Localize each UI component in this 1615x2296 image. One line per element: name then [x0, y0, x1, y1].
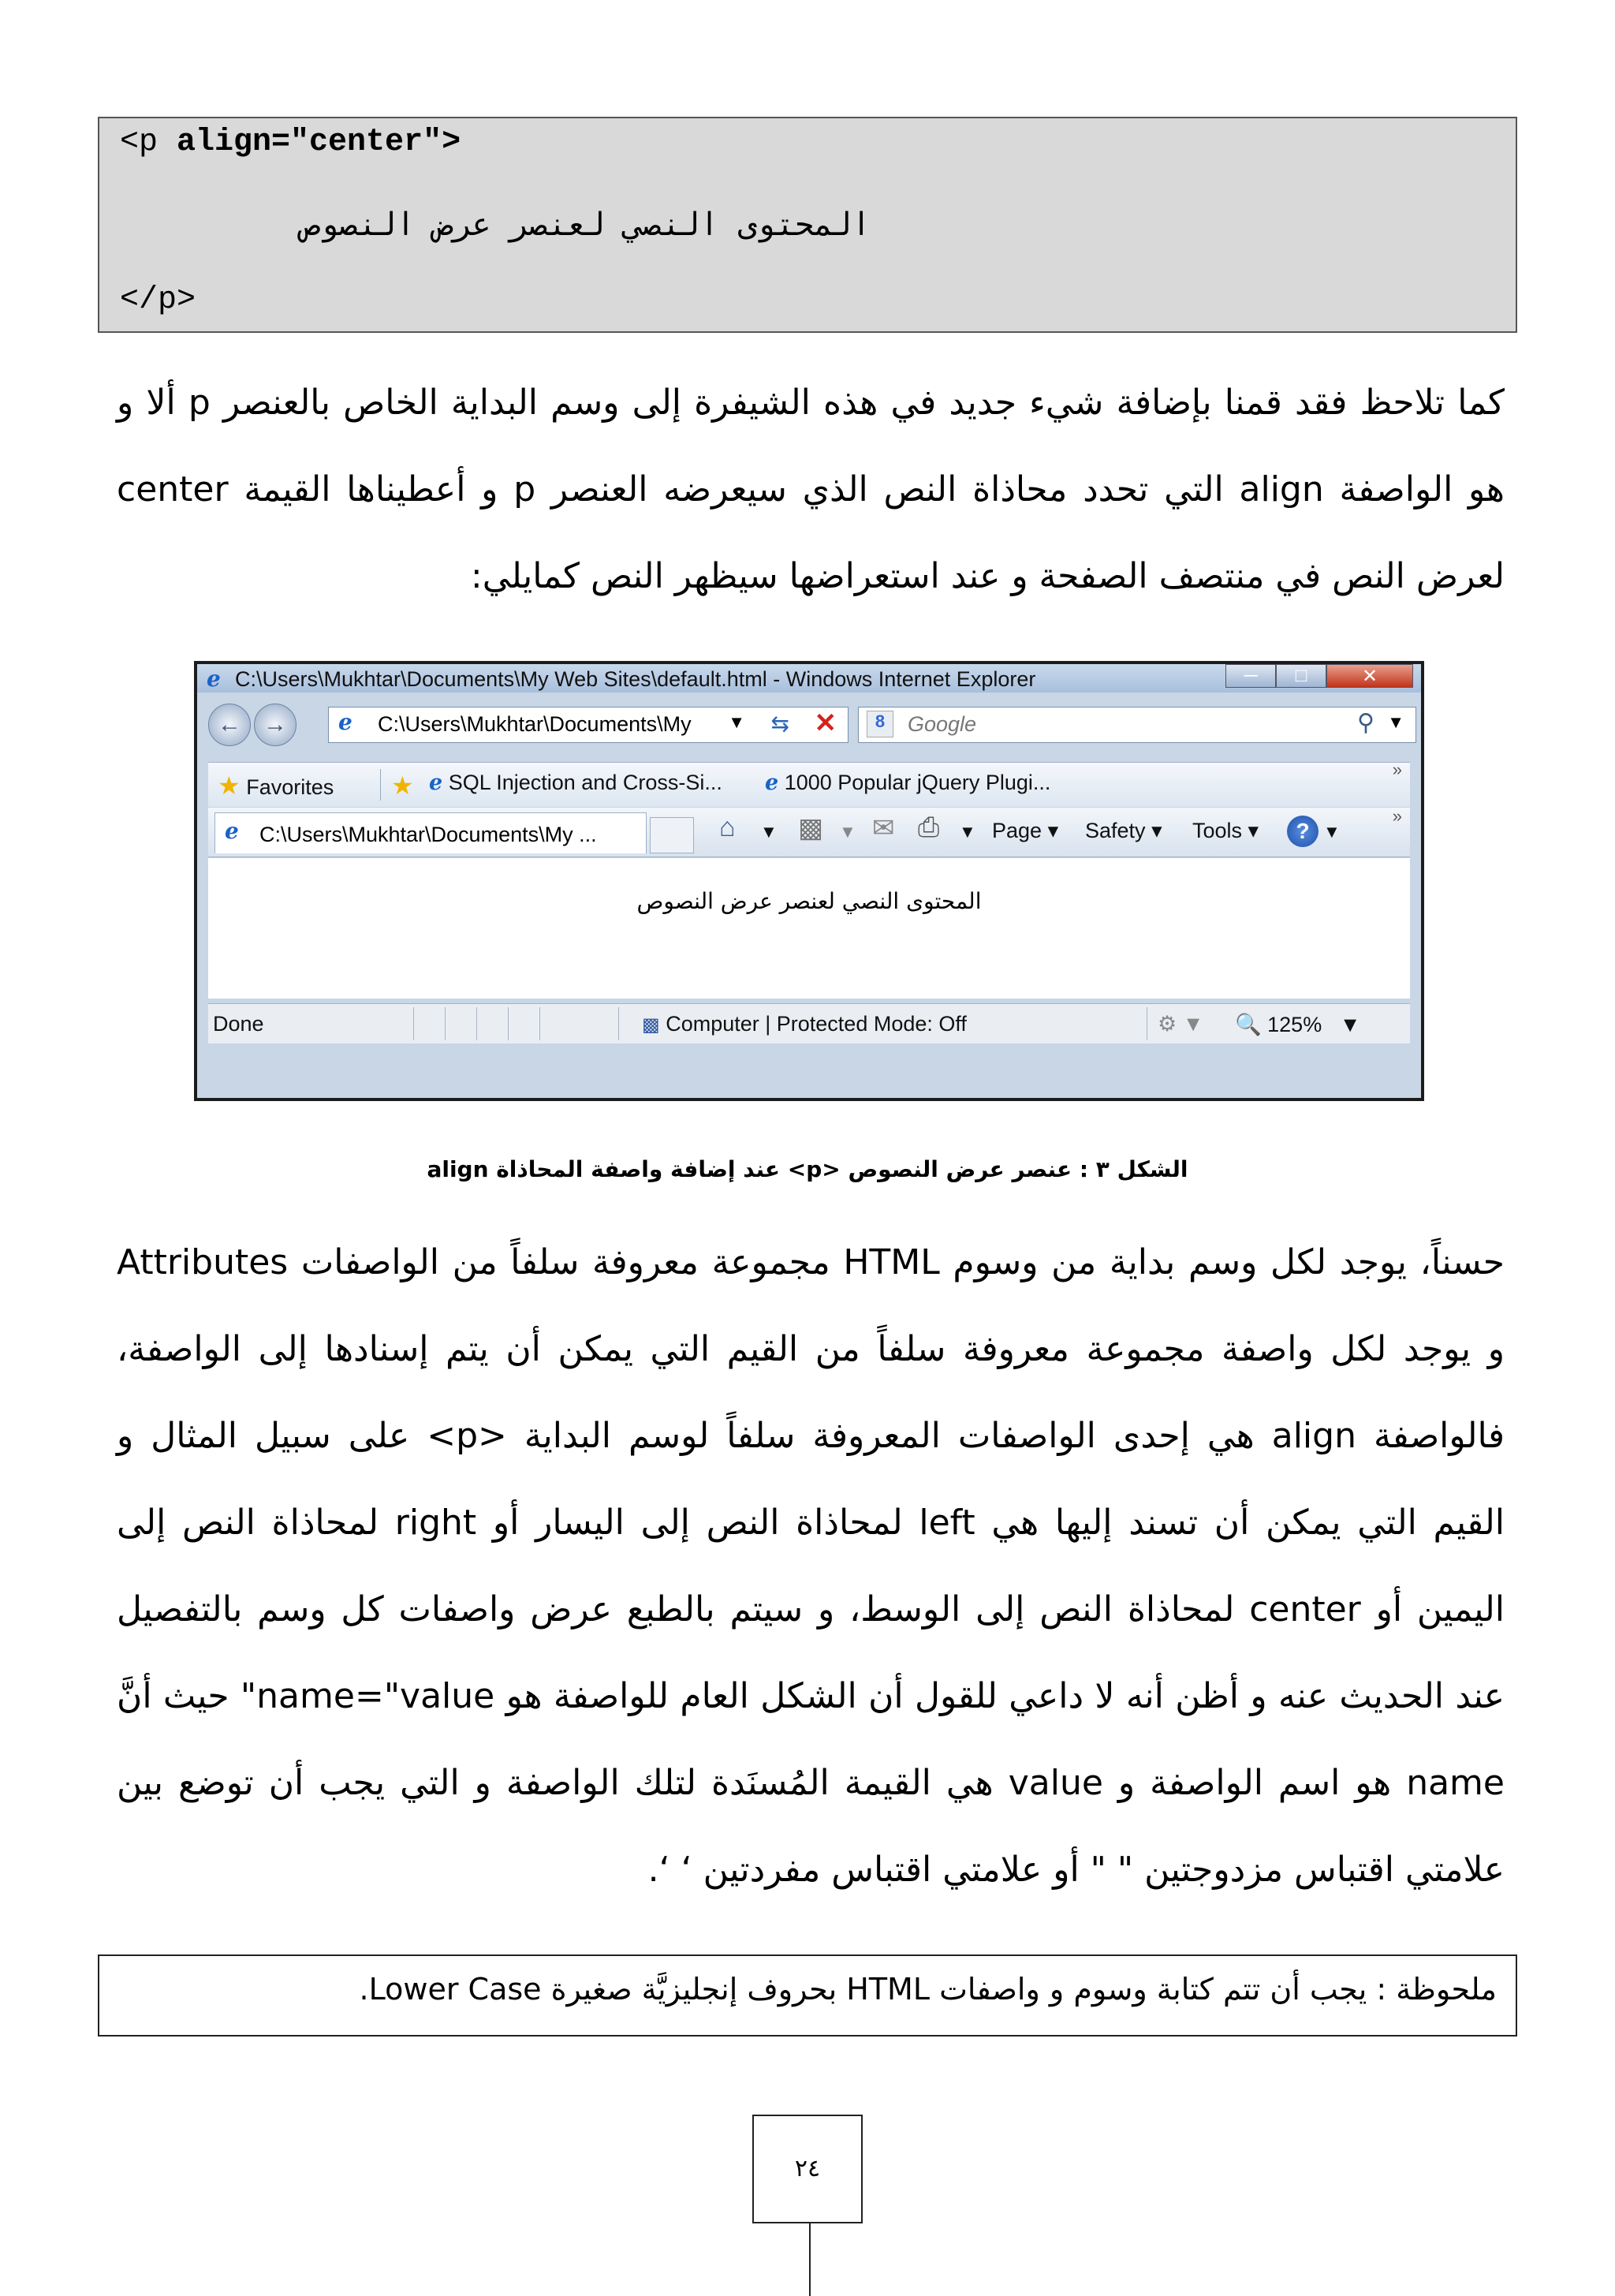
page-dropdown-icon: ▾ [1047, 819, 1059, 842]
refresh-icon[interactable]: ⇆ [770, 711, 789, 736]
browser-tab[interactable] [214, 812, 647, 853]
page-menu-label: Page [992, 819, 1042, 842]
status-divider [445, 1007, 446, 1040]
fav-link-sql-injection[interactable] [429, 771, 722, 795]
protected-mode-icon[interactable]: ⚙ ▼ [1158, 1012, 1204, 1036]
search-placeholder: Google [908, 712, 977, 736]
feeds-dropdown-icon[interactable]: ▼ [839, 822, 856, 842]
star-icon: ★ [218, 771, 241, 800]
code-line-close-tag: </p> [120, 282, 196, 318]
print-dropdown-icon[interactable]: ▼ [959, 822, 976, 842]
search-icon[interactable]: ⚲ [1357, 710, 1374, 736]
address-bar[interactable] [328, 707, 849, 743]
status-bar [208, 1003, 1410, 1043]
status-divider [539, 1007, 540, 1040]
new-tab-button[interactable] [650, 817, 694, 853]
favorites-label: Favorites [246, 775, 334, 799]
paragraph-2: حسناً، يوجد لكل وسم بداية من وسوم HTML مجموعة معروفة سلفاً من الواصفات Attributes و يوجد لكل واصفة مجموعة معروفة سلفاً من القيم التي يمكن أن يتم إسنادها إلى الواصفة، فالواصفة align هي إحدى الواصفات المعروفة سلفاً لوسم البداية <p> على سبيل المثال و القيم التي يمكن أن تسند إليها هي left لمحاذاة النص إلى اليسار أو right لمحاذاة النص إلى اليمين أو center لمحاذاة النص إلى الوسط، و سيتم بالطبع عرض واصفات كل وسم بالتفصيل عند الحديث عنه و أظن أنه لا داعي للقول أن الشكل العام للواصفة هو name="value" حيث أنَّ name هو اسم الواصفة و value هي القيمة المُسنَدة لتلك الواصفة و التي يجب أن توضع بين علامتي اقتباس مزدوجتين " " أو علامتي اقتباس مفردتين ‘ ‘. [117, 1242, 1505, 1890]
security-zone[interactable] [642, 1012, 967, 1036]
figure-caption: الشكل ٣ : عنصر عرض النصوص <p> عند إضافة واصفة المحاذاة align [427, 1156, 1188, 1182]
command-bar [208, 808, 1410, 857]
add-to-favorites-icon: ★ [391, 771, 414, 800]
search-dropdown-icon[interactable]: ▼ [1387, 712, 1404, 732]
paragraph-1: كما تلاحظ فقد قمنا بإضافة شيء جديد في هذه الشيفرة إلى وسم البداية الخاص بالعنصر p ألا و هو الواصفة align التي تحدد محاذاة النص الذي سيعرضه العنصر p و أعطيناها القيمة center لعرض النص في منتصف الصفحة و عند استعراضها سيظهر النص كمايلي: [117, 383, 1505, 596]
ie-logo-icon: e [207, 666, 221, 692]
mail-icon[interactable]: ✉ [872, 813, 895, 843]
add-favorite-button[interactable] [391, 771, 414, 801]
home-icon[interactable]: ⌂ [719, 812, 736, 842]
tools-dropdown-icon: ▾ [1248, 819, 1259, 842]
maximize-button[interactable]: □ [1276, 664, 1326, 688]
window-controls [1225, 664, 1413, 688]
code-open-tag-start: <p [120, 125, 177, 160]
navigation-bar [197, 699, 1421, 748]
favorites-button[interactable] [218, 771, 334, 801]
chevron-more-icon[interactable]: » [1392, 760, 1402, 779]
feeds-icon[interactable]: ▩ [798, 813, 824, 843]
fav-link-1-label: SQL Injection and Cross-Si... [448, 771, 722, 794]
page-number: ٢٤ [752, 2115, 863, 2223]
command-chevron-icon[interactable]: » [1392, 806, 1402, 826]
computer-icon: ▩ [642, 1014, 660, 1036]
zoom-icon: 🔍 [1235, 1013, 1262, 1036]
favorites-separator [380, 769, 381, 801]
link-ie-icon: e [765, 771, 779, 795]
search-box[interactable] [858, 707, 1416, 743]
zoom-level: 125% [1267, 1013, 1322, 1036]
help-icon[interactable]: ? [1287, 816, 1318, 847]
tools-menu[interactable] [1192, 819, 1259, 843]
close-button[interactable]: ✕ [1326, 664, 1413, 688]
window-title: C:\Users\Mukhtar\Documents\My Web Sites\default.html - Windows Internet Explorer [235, 667, 1036, 691]
tools-menu-label: Tools [1192, 819, 1243, 842]
code-box [98, 117, 1517, 333]
title-bar [197, 664, 1421, 693]
status-divider [618, 1007, 619, 1040]
code-attribute: align="center"> [177, 125, 461, 160]
security-zone-label: Computer | Protected Mode: Off [666, 1012, 967, 1036]
browser-screenshot [194, 661, 1424, 1101]
status-text: Done [213, 1012, 264, 1036]
back-button[interactable] [208, 704, 251, 746]
stop-icon[interactable]: ✕ [814, 708, 837, 738]
back-arrow-icon: ← [218, 711, 241, 737]
rendered-paragraph: المحتوى النصي لعنصر عرض النصوص [636, 888, 982, 914]
search-provider-icon: 8 [867, 711, 893, 737]
minimize-button[interactable]: ─ [1225, 664, 1276, 688]
page-icon: e [338, 709, 352, 735]
note-box: ملحوظة : يجب أن تتم كتابة وسوم و واصفات HTML بحروف إنجليزيَّة صغيرة Lower Case. [98, 1954, 1517, 2037]
favorites-bar [208, 762, 1410, 807]
safety-menu[interactable] [1085, 819, 1162, 843]
page-menu[interactable] [992, 819, 1058, 843]
forward-arrow-icon: → [263, 711, 287, 737]
code-line-content: المحتوى النصي لعنصر عرض النصوص [301, 210, 871, 245]
status-divider [508, 1007, 509, 1040]
ie-window [197, 664, 1421, 1098]
tab-ie-icon: e [225, 818, 239, 844]
status-divider [413, 1007, 414, 1040]
code-line-open-tag [120, 125, 461, 160]
link-ie-icon: e [429, 771, 443, 795]
help-dropdown-icon[interactable]: ▼ [1323, 822, 1341, 842]
fav-link-jquery-plugins[interactable] [765, 771, 1050, 795]
zoom-control[interactable]: 🔍 125% ▼ [1235, 1013, 1361, 1036]
address-text: C:\Users\Mukhtar\Documents\My [378, 712, 692, 736]
forward-button[interactable] [254, 704, 297, 746]
tab-title: C:\Users\Mukhtar\Documents\My ... [259, 823, 597, 846]
home-dropdown-icon[interactable]: ▼ [760, 822, 778, 842]
safety-menu-label: Safety [1085, 819, 1146, 842]
print-icon[interactable]: ⎙ [918, 812, 940, 842]
address-dropdown-icon[interactable]: ▼ [728, 712, 745, 732]
page-number-line [809, 2223, 811, 2296]
page-content-area [208, 858, 1410, 999]
status-divider [476, 1007, 477, 1040]
fav-link-2-label: 1000 Popular jQuery Plugi... [784, 771, 1051, 794]
safety-dropdown-icon: ▾ [1151, 819, 1162, 842]
